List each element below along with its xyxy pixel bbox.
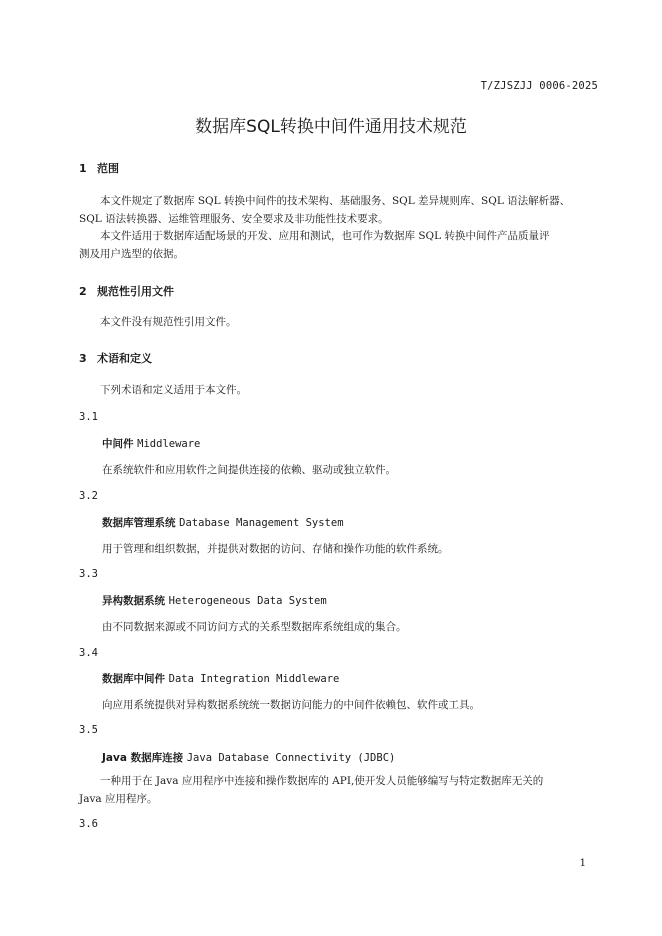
term-heading — [102, 436, 200, 451]
section-2-number: 2 — [79, 285, 87, 298]
section-1-number: 1 — [79, 162, 87, 175]
section-1-paragraph-1 — [79, 193, 599, 228]
paragraph-line: Java 应用程序。 — [79, 792, 158, 805]
term-heading — [102, 515, 344, 530]
paragraph-line: SQL 语法转换器、运维管理服务、安全要求及非功能性技术要求。 — [79, 212, 389, 225]
paragraph-line: 下列术语和定义适用于本文件。 — [100, 384, 247, 396]
term-cn: 中间件 — [102, 438, 134, 450]
term-cn: 异构数据系统 — [102, 595, 165, 607]
clause-number: 3.1 — [79, 411, 98, 423]
clause-number: 3.3 — [79, 568, 98, 580]
section-3-heading — [79, 350, 152, 366]
term-definition — [79, 773, 599, 808]
section-2-heading — [79, 283, 174, 299]
term-heading — [102, 671, 339, 686]
clause-number: 3.4 — [79, 647, 98, 659]
section-3-title: 术语和定义 — [97, 352, 152, 365]
term-definition: 在系统软件和应用软件之间提供连接的依赖、驱动或独立软件。 — [102, 464, 396, 476]
term-heading — [102, 750, 395, 765]
section-1-paragraph-2 — [79, 228, 599, 263]
term-cn: 数据库管理系统 — [102, 517, 176, 529]
clause-number: 3.2 — [79, 490, 98, 502]
term-cn: Java 数据库连接 — [102, 752, 184, 764]
term-en: Data Integration Middleware — [168, 673, 340, 685]
paragraph-line: 一种用于在 Java 应用程序中连接和操作数据库的 API,使开发人员能够编写与特定数据库无关的 — [100, 775, 544, 787]
section-1-title: 范围 — [97, 162, 119, 175]
term-en: Java Database Connectivity (JDBC) — [186, 752, 396, 764]
paragraph-line: 本文件适用于数据库适配场景的开发、应用和测试，也可作为数据库 SQL 转换中间件产品质量评 — [100, 230, 550, 242]
term-en: Heterogeneous Data System — [168, 595, 327, 607]
section-3-intro — [79, 382, 599, 400]
page-number: 1 — [579, 858, 586, 869]
document-title: 数据库SQL转换中间件通用技术规范 — [195, 117, 467, 137]
section-2-paragraph — [79, 314, 599, 332]
term-cn: 数据库中间件 — [102, 673, 165, 685]
term-definition: 用于管理和组织数据，并提供对数据的访问、存储和操作功能的软件系统。 — [102, 543, 449, 555]
document-id: T/ZJSZJJ 0006-2025 — [480, 80, 598, 92]
paragraph-line: 测及用户选型的依据。 — [79, 247, 184, 260]
term-en: Database Management System — [179, 517, 344, 529]
term-heading — [102, 593, 327, 608]
term-en: Middleware — [137, 438, 201, 450]
clause-number: 3.5 — [79, 724, 98, 736]
paragraph-line: 本文件没有规范性引用文件。 — [100, 316, 237, 328]
paragraph-line: 本文件规定了数据库 SQL 转换中间件的技术架构、基础服务、SQL 差异规则库、SQL 语法解析器、 — [100, 195, 571, 207]
section-2-title: 规范性引用文件 — [97, 285, 174, 298]
section-1-heading — [79, 160, 119, 176]
term-definition: 由不同数据来源或不同访问方式的关系型数据库系统组成的集合。 — [102, 621, 407, 633]
clause-number: 3.6 — [79, 818, 98, 830]
term-definition: 向应用系统提供对异构数据系统统一数据访问能力的中间件依赖包、软件或工具。 — [102, 699, 480, 711]
section-3-number: 3 — [79, 352, 87, 365]
